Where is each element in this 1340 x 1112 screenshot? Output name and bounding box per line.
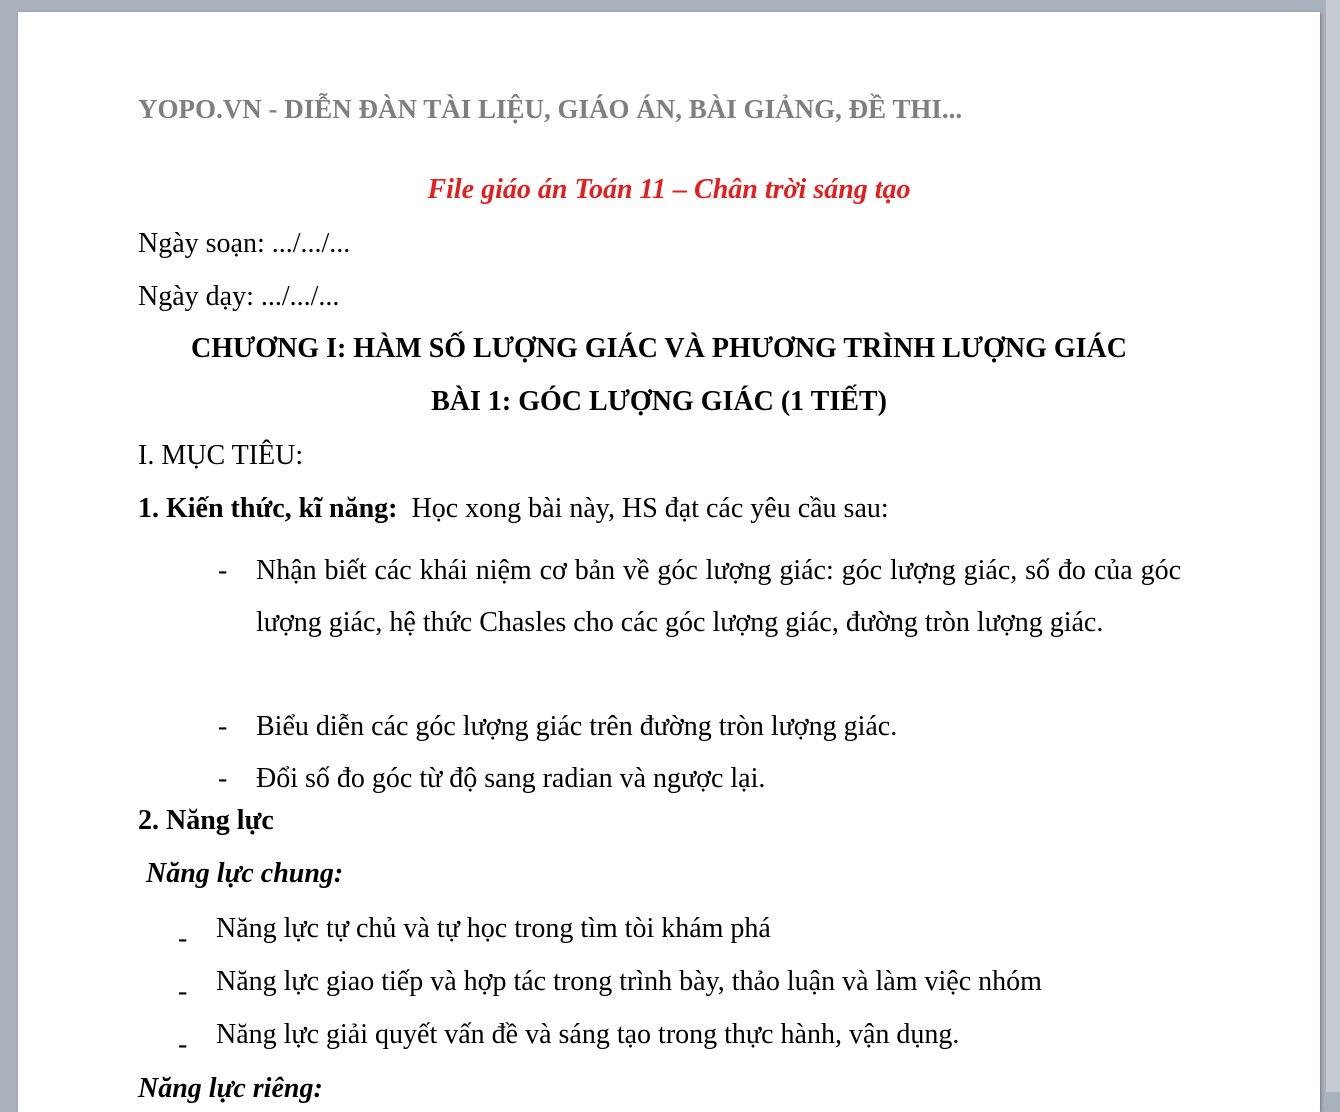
specific-competence-heading: Năng lực riêng: <box>138 1073 323 1104</box>
competence-item-3: Năng lực giải quyết vấn đề và sáng tạo trong thực hành, vận dụng. <box>216 1019 960 1050</box>
bullet-dash: - <box>178 923 188 954</box>
document-page <box>18 12 1320 1112</box>
scrollbar[interactable] <box>1326 0 1340 1092</box>
bullet-dash: - <box>218 555 228 586</box>
bullet-dash: - <box>178 976 188 1007</box>
competence-item-2: Năng lực giao tiếp và hợp tác trong trình bày, thảo luận và làm việc nhóm <box>216 966 1042 997</box>
knowledge-item-3: Đổi số đo góc từ độ sang radian và ngược lại. <box>256 763 766 794</box>
knowledge-item-2: Biểu diễn các góc lượng giác trên đường tròn lượng giác. <box>256 711 898 742</box>
date-taught: Ngày dạy: .../.../... <box>138 281 340 312</box>
chapter-title: CHƯƠNG I: HÀM SỐ LƯỢNG GIÁC VÀ PHƯƠNG TRÌNH LƯỢNG GIÁC <box>191 333 1127 364</box>
page-header: YOPO.VN - DIỄN ĐÀN TÀI LIỆU, GIÁO ÁN, BÀI GIẢNG, ĐỀ THI... <box>138 94 963 124</box>
competence-heading: 2. Năng lực <box>138 805 274 836</box>
file-title: File giáo án Toán 11 – Chân trời sáng tạo <box>427 174 911 205</box>
date-prepared: Ngày soạn: .../.../... <box>138 228 351 259</box>
bullet-dash: - <box>178 1029 188 1060</box>
general-competence-heading: Năng lực chung: <box>146 858 344 889</box>
bullet-dash: - <box>218 711 228 742</box>
knowledge-intro: Học xong bài này, HS đạt các yêu cầu sau: <box>411 493 889 524</box>
knowledge-item-1: Nhận biết các khái niệm cơ bản về góc lượng giác: góc lượng giác, số đo của góc lượng giác, hệ thức Chasles cho các góc lượng giác, đường tròn lượng giác. <box>256 555 1181 638</box>
competence-item-1: Năng lực tự chủ và tự học trong tìm tòi khám phá <box>216 913 771 944</box>
section-objectives: I. MỤC TIÊU: <box>138 440 304 471</box>
knowledge-heading: 1. Kiến thức, kĩ năng: <box>138 493 398 524</box>
bullet-dash: - <box>218 763 228 794</box>
knowledge-heading-line <box>138 492 889 526</box>
lesson-title: BÀI 1: GÓC LƯỢNG GIÁC (1 TIẾT) <box>431 386 887 417</box>
